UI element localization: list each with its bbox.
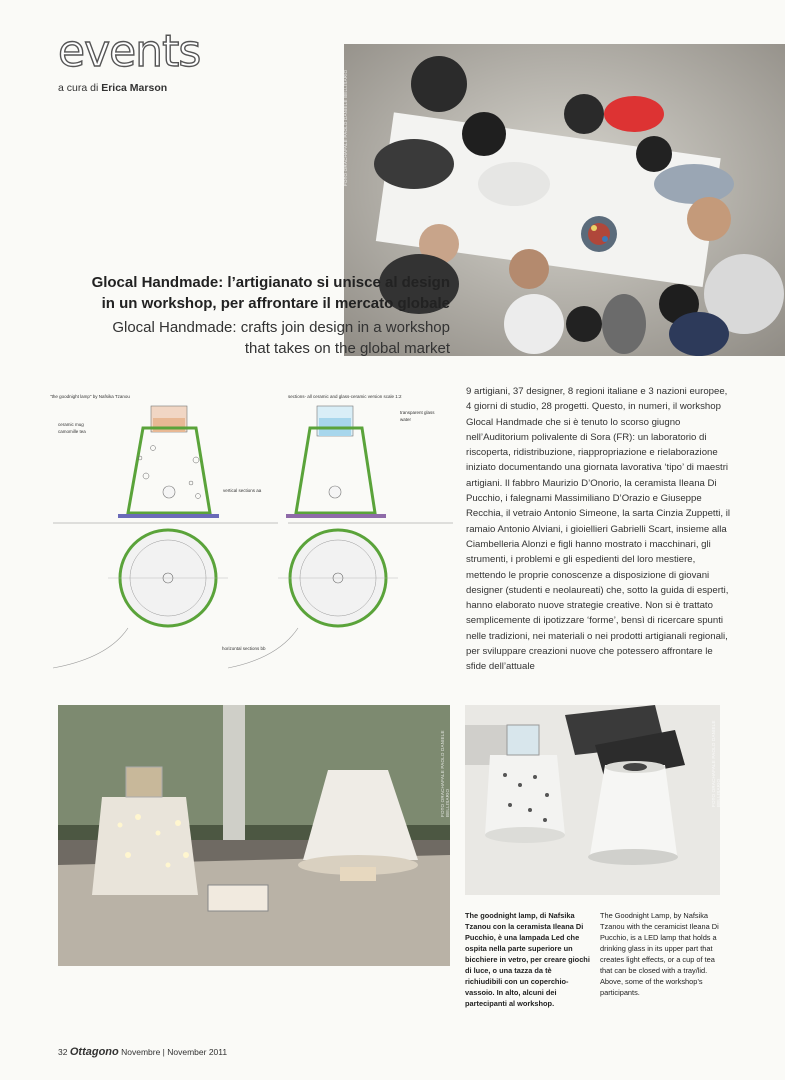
label-camomille-tea: camomille tea xyxy=(58,429,86,434)
section-title: events xyxy=(58,26,201,77)
byline-prefix: a cura di xyxy=(58,82,99,94)
drawing-title-left: "the goodnight lamp" by Nafsika Tzanou xyxy=(50,394,130,399)
lamps-photo-right-image xyxy=(465,705,720,895)
byline-author: Erica Marson xyxy=(101,82,168,94)
caption-italian-text: The goodnight lamp, di Nafsika Tzanou con la ceramista Ileana Di Pucchio, è una lampada Led che ospita nella parte superiore un bicchiere in vetro, per creare giochi di luce, o una tazza da tè richiudibili con un coperchio-vassoio. In alto, alcuni dei partecipanti al workshop. xyxy=(465,911,590,1008)
headline-english-line2: that takes on the global market xyxy=(244,340,450,357)
caption-english xyxy=(600,910,720,998)
caption-english-text: The Goodnight Lamp, by Nafsika Tzanou with the ceramicist Ileana Di Pucchio, is a LED lamp that holds a drinking glass in its upper part that creates light effects, or a cup of tea that can be closed with a tray/lid. Above, some of the workshop’s participants. xyxy=(600,911,719,997)
caption-italian xyxy=(465,910,590,1009)
page-number: 32 xyxy=(58,1047,68,1057)
lamps-photo-left xyxy=(58,705,450,966)
drawing-title-right: sections- all ceramic and glass-ceramic version scale 1:2 xyxy=(288,394,402,399)
vertical-section-right xyxy=(286,406,453,523)
label-transparent-glass: transparent glass xyxy=(400,410,435,415)
photo-credit: FOTO ORACHAFALE PAOLO DANIELE BELLISARIO xyxy=(343,69,348,186)
headline-italian xyxy=(90,272,450,314)
horizontal-section-left xyxy=(53,530,228,668)
magazine-name: Ottagono xyxy=(69,1046,119,1058)
headline-english-line1: Glocal Handmade: crafts join design in a workshop xyxy=(112,319,450,336)
byline xyxy=(58,82,167,94)
issue-date: Novembre | November 2011 xyxy=(121,1047,228,1057)
vertical-section-left xyxy=(53,406,278,523)
label-horizontal-sections: horizontal sections bb xyxy=(222,646,266,651)
label-vertical-sections: vertical sections aa xyxy=(223,488,262,493)
technical-drawing xyxy=(48,388,458,678)
label-ceramic-mug: ceramic mug xyxy=(58,422,84,427)
headline-italian-line2: in un workshop, per affrontare il mercato globale xyxy=(101,295,450,312)
headline-english xyxy=(90,317,450,359)
body-text: 9 artigiani, 37 designer, 8 regioni italiane e 3 nazioni europee, 4 giorni di studio, 28 progetti. Questo, in numeri, il workshop Glocal Handmade che si è tenuto lo scorso giugno nell’Auditorium polivalente di Sora (FR): un laboratorio di riscoperta, ridistribuzione, riappropriazione e rielaborazione iniziato documentando una giornata lavorativa ‘tipo’ di maestri artigiani. Il fabbro Maurizio D’Onorio, la ceramista Ileana Di Pucchio, i falegnami Massimiliano D’Orazio e Giuseppe Recchia, il vetraio Antonio Simeone, la sarta Cinzia Zuppetti, il ramaio Antonio Alviani, i gioiellieri Gabrielli Scart, insieme alla Ciambelleria Alonzi e figli hanno mostrato i macchinari, gli strumenti, i problemi e gli espedienti del loro mestiere, mettendo le proprie conoscenze a disposizione di giovani designer (studenti e neolaureati) che, sotto la guida di esperti, hanno elaborato nuove strategie creative. Non si è trattato semplicemente di ipotizzare ‘forme’, bensì di ricercare spunti nelle tradizioni, nei materiali o nei prodotti artigianali regionali, per sviluppare creazioni nuove che potessero affrontare le sfide dell’attuale xyxy=(466,386,730,673)
lamps-photo-right xyxy=(465,705,720,895)
label-water: water xyxy=(400,417,412,422)
lamps-photo-left-image xyxy=(58,705,450,966)
page-footer xyxy=(58,1046,227,1058)
photo-credit: FOTO ORACHAFALE PAOLO DANIELE BELLISARIO xyxy=(440,730,450,817)
headline-italian-line1: Glocal Handmade: l’artigianato si unisce al design xyxy=(91,274,450,291)
technical-drawing-svg xyxy=(48,388,458,678)
photo-credit: FOTO ORACHAFALE PAOLO DANIELE BELLISARIO xyxy=(711,720,721,807)
